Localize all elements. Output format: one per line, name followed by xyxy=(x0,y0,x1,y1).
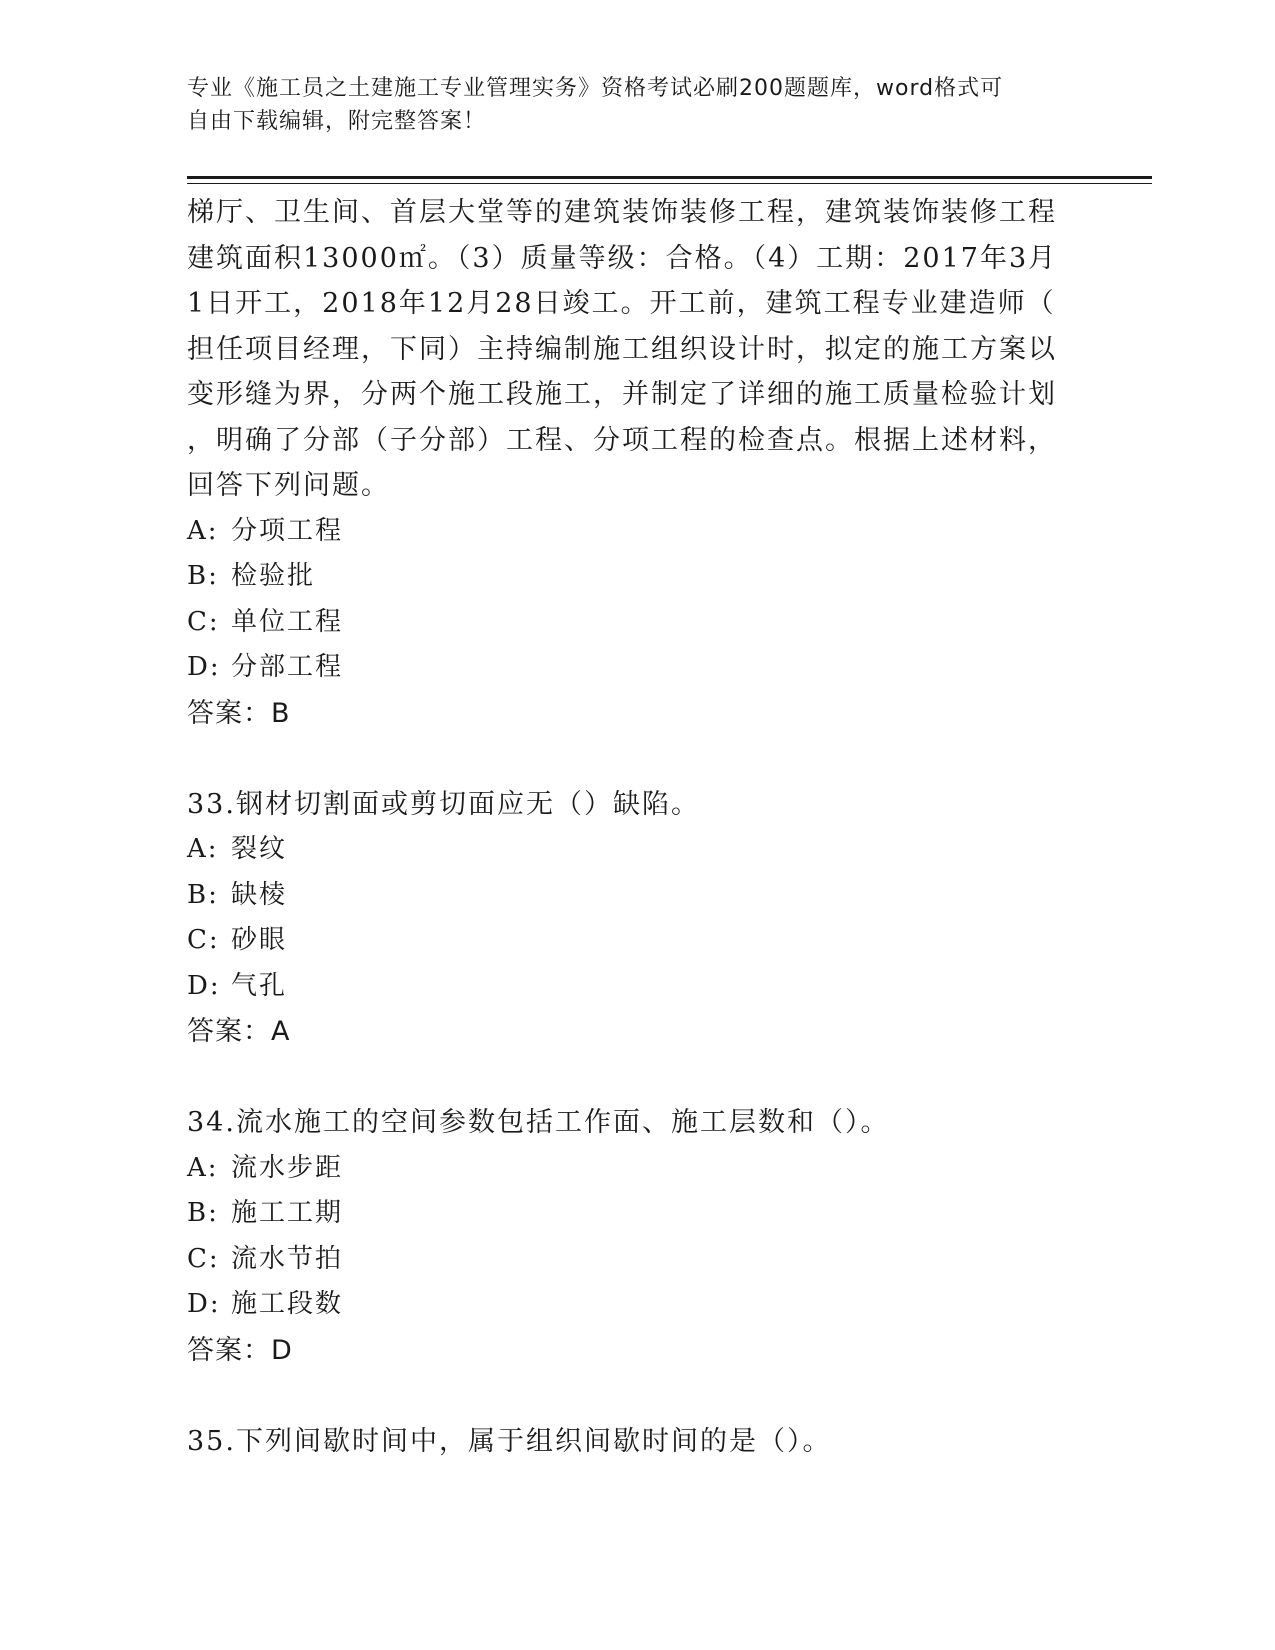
option-b xyxy=(187,873,1067,919)
option-text: 施工段数 xyxy=(231,1289,344,1319)
option-letter: B: xyxy=(187,1198,219,1228)
answer-line: 答案：A xyxy=(187,1016,291,1047)
document-header xyxy=(187,72,1067,138)
question-text: 35.下列间歇时间中，属于组织间歇时间的是（）。 xyxy=(187,1425,832,1457)
question-text: 33.钢材切割面或剪切面应无（）缺陷。 xyxy=(187,788,700,820)
option-letter: D: xyxy=(187,1289,221,1319)
question-34 xyxy=(187,1100,1067,1373)
spacer xyxy=(187,1373,1067,1419)
answer-line: 答案：D xyxy=(187,1334,293,1366)
option-c xyxy=(187,1237,1067,1283)
question-text-line: 担任项目经理，下同）主持编制施工组织设计时，拟定的施工方案以 xyxy=(187,333,1057,365)
option-c xyxy=(187,600,1067,646)
option-letter: A: xyxy=(187,834,219,864)
option-letter: B: xyxy=(187,561,219,591)
option-text: 分项工程 xyxy=(231,515,344,546)
option-letter: C: xyxy=(187,1243,220,1274)
option-c xyxy=(187,918,1067,964)
option-letter: C: xyxy=(187,925,220,955)
document-body xyxy=(187,190,1067,1464)
question-text-line: 变形缝为界，分两个施工段施工，并制定了详细的施工质量检验计划 xyxy=(187,379,1057,410)
option-letter: D: xyxy=(187,652,221,682)
option-d xyxy=(187,1282,1067,1328)
option-letter: A: xyxy=(187,1152,219,1183)
option-letter: D: xyxy=(187,970,221,1001)
header-line-2: 自由下载编辑，附完整答案！ xyxy=(187,109,487,134)
option-a xyxy=(187,827,1067,873)
answer-line: 答案：B xyxy=(187,697,291,729)
question-text-line: 梯厅、卫生间、首层大堂等的建筑装饰装修工程，建筑装饰装修工程 xyxy=(187,197,1057,228)
option-letter: C: xyxy=(187,606,220,637)
option-a xyxy=(187,509,1067,555)
option-text: 裂纹 xyxy=(231,834,288,864)
option-text: 气孔 xyxy=(231,970,288,1001)
option-text: 分部工程 xyxy=(231,652,344,682)
option-text: 缺棱 xyxy=(231,879,288,910)
option-b xyxy=(187,1191,1067,1237)
header-divider-thick xyxy=(187,176,1152,179)
question-text-line: 回答下列问题。 xyxy=(187,470,390,501)
option-b xyxy=(187,554,1067,600)
option-a xyxy=(187,1146,1067,1192)
question-text: 34.流水施工的空间参数包括工作面、施工层数和（）。 xyxy=(187,1107,890,1138)
question-35 xyxy=(187,1419,1067,1465)
option-text: 砂眼 xyxy=(231,925,288,955)
spacer xyxy=(187,1055,1067,1101)
spacer xyxy=(187,736,1067,782)
option-letter: B: xyxy=(187,879,219,910)
option-text: 施工工期 xyxy=(231,1198,344,1228)
option-d xyxy=(187,964,1067,1010)
question-text-line: ，明确了分部（子分部）工程、分项工程的检查点。根据上述材料， xyxy=(187,424,1057,456)
question-text-line: 建筑面积13000㎡。（3）质量等级：合格。（4）工期：2017年3月 xyxy=(187,242,1058,274)
question-33 xyxy=(187,782,1067,1055)
header-divider-thin xyxy=(187,183,1152,184)
question-text-line: 1日开工，2018年12月28日竣工。开工前，建筑工程专业建造师（ xyxy=(187,288,1056,319)
option-text: 检验批 xyxy=(231,561,316,591)
header-line-1: 专业《施工员之土建施工专业管理实务》资格考试必刷200题题库，word格式可 xyxy=(187,76,1004,101)
option-text: 流水步距 xyxy=(231,1152,344,1183)
option-letter: A: xyxy=(187,515,219,546)
option-text: 单位工程 xyxy=(231,606,344,637)
question-32 xyxy=(187,190,1067,736)
option-text: 流水节拍 xyxy=(231,1243,344,1274)
option-d xyxy=(187,645,1067,691)
